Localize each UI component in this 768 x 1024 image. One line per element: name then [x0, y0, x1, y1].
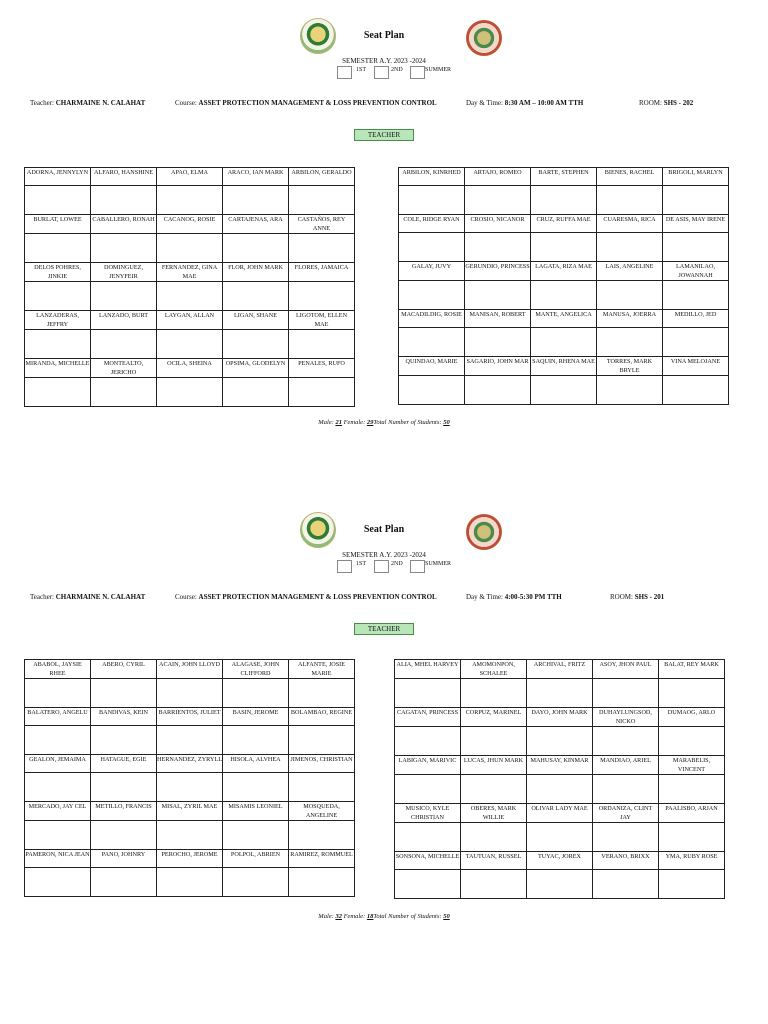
option-summer-label: SUMMER: [425, 561, 452, 567]
seat-name: MUSICO, KYLE CHRISTIAN: [395, 804, 461, 823]
seat-name: MANUSA, JOERRA: [597, 310, 663, 328]
seat-name: MISAL, ZYRIL MAE: [157, 802, 223, 821]
seat-cell: [289, 186, 355, 215]
seat-cell: [465, 233, 531, 262]
seat-name: ACAIN, JOHN LLOYD: [157, 660, 223, 679]
seat-name: CUARESMA, RICA: [597, 215, 663, 233]
seat-name: MAHUSAY, KINMAR: [527, 756, 593, 775]
checkbox-summer[interactable]: [410, 66, 425, 79]
seat-cell: [659, 679, 725, 708]
seat-cell: [91, 821, 157, 850]
seat-cell: [527, 870, 593, 899]
seat-name: LAGATA, RIZA MAE: [531, 262, 597, 281]
page-title: Seat Plan: [363, 524, 405, 535]
seat-cell: [395, 679, 461, 708]
seat-cell: [25, 773, 91, 802]
schedule-info: Day & Time: 8:30 AM – 10:00 AM TTH: [466, 99, 584, 107]
seat-cell: [395, 870, 461, 899]
seat-name: DOMINGUEZ, JENYFEIR: [91, 263, 157, 282]
seat-cell: [91, 868, 157, 897]
seat-name: ARBILON, KINRHED: [399, 168, 465, 186]
seat-grid-left: [24, 659, 355, 897]
seat-cell: [25, 234, 91, 263]
room-info: ROOM: SHS - 201: [610, 593, 665, 601]
seat-name: HISOLA, ALVHEA: [223, 755, 289, 773]
seat-cell: [399, 376, 465, 405]
checkbox-2nd[interactable]: [374, 560, 389, 573]
seat-name: GERUNDIO, PRINCESS: [465, 262, 531, 281]
seat-grid-left: [24, 167, 355, 407]
seat-name: BRIGOLI, MARLYN: [663, 168, 729, 186]
seat-cell: [223, 726, 289, 755]
seat-cell: [465, 376, 531, 405]
seat-name: POLPOL, ABRIEN: [223, 850, 289, 868]
seat-name: BALAT, REY MARK: [659, 660, 725, 679]
seat-cell: [461, 870, 527, 899]
seat-cell: [527, 775, 593, 804]
seat-name: VERANO, BRIXX: [593, 852, 659, 870]
seat-name: SONSONA, MICHELLE: [395, 852, 461, 870]
seat-name: AMOMONPON, SCHALEE: [461, 660, 527, 679]
seat-name: OBERES, MARK WILLIE: [461, 804, 527, 823]
seat-cell: [25, 282, 91, 311]
seat-plan-2: [0, 494, 768, 994]
seat-cell: [223, 186, 289, 215]
seat-name: HATAGUE, EGIE: [91, 755, 157, 773]
seat-cell: [157, 186, 223, 215]
seat-cell: [223, 868, 289, 897]
seat-cell: [223, 234, 289, 263]
teacher-desk: TEACHER: [354, 129, 414, 141]
seat-name: MEDILLO, JED: [663, 310, 729, 328]
seat-name: TUYAC, JOREX: [527, 852, 593, 870]
seat-name: LUCAS, JHUN MARK: [461, 756, 527, 775]
student-count-summary: Male: 32 Female: 18Total Number of Students: 50: [318, 913, 450, 920]
seat-name: HERNANDEZ, ZYRYLL: [157, 755, 223, 773]
seat-name: BALATERO, ANGELU: [25, 708, 91, 726]
seat-cell: [289, 282, 355, 311]
seat-name: ALFARO, HANSHINE: [91, 168, 157, 186]
seat-cell: [289, 378, 355, 407]
seat-cell: [461, 823, 527, 852]
seat-cell: [289, 726, 355, 755]
seat-name: CORPUZ, MARINEL: [461, 708, 527, 727]
seat-cell: [223, 378, 289, 407]
seat-cell: [597, 328, 663, 357]
seat-name: FERNANDEZ, GINA MAE: [157, 263, 223, 282]
page-title: Seat Plan: [363, 30, 405, 41]
seat-grid-right: [394, 659, 725, 899]
seat-name: CARTAJENAS, ARA: [223, 215, 289, 234]
seat-cell: [395, 775, 461, 804]
option-1st-label: 1ST: [356, 67, 367, 73]
seat-name: OLIVAR LADY MAE: [527, 804, 593, 823]
seat-cell: [663, 281, 729, 310]
seat-cell: [157, 234, 223, 263]
seat-cell: [465, 328, 531, 357]
seat-cell: [91, 726, 157, 755]
seat-cell: [157, 679, 223, 708]
seat-cell: [91, 282, 157, 311]
checkbox-1st[interactable]: [337, 560, 352, 573]
seat-cell: [223, 773, 289, 802]
seat-cell: [395, 727, 461, 756]
semester-line: SEMESTER A.Y. 2023 -2024: [342, 551, 426, 559]
seat-cell: [91, 330, 157, 359]
seat-cell: [91, 773, 157, 802]
seat-name: GEALON, JEMAIMA: [25, 755, 91, 773]
seat-name: LIGOTOM, ELLEN MAE: [289, 311, 355, 330]
seat-name: LABIGAN, MARIVIC: [395, 756, 461, 775]
seat-name: CACANOG, ROSIE: [157, 215, 223, 234]
seat-name: BOLAMBAO, REGINE: [289, 708, 355, 726]
seat-cell: [289, 821, 355, 850]
seat-cell: [465, 186, 531, 215]
seat-name: ADORNA, JENNYLYN: [25, 168, 91, 186]
seat-cell: [531, 376, 597, 405]
seat-name: BARTE, STEPHEN: [531, 168, 597, 186]
seat-cell: [461, 679, 527, 708]
seat-name: YMA, RUBY ROSE: [659, 852, 725, 870]
seat-name: PEROCHO, JEROME: [157, 850, 223, 868]
seat-cell: [25, 378, 91, 407]
seat-name: LAMANILAO, JOWANNAH: [663, 262, 729, 281]
seat-cell: [659, 823, 725, 852]
seat-cell: [527, 727, 593, 756]
seat-cell: [659, 870, 725, 899]
seat-name: MACADILDIG, ROSIE: [399, 310, 465, 328]
seat-cell: [663, 328, 729, 357]
semester-line: SEMESTER A.Y. 2023 -2024: [342, 57, 426, 65]
seat-cell: [157, 330, 223, 359]
seat-cell: [593, 775, 659, 804]
seat-cell: [597, 233, 663, 262]
seat-cell: [157, 282, 223, 311]
room-info: ROOM: SHS - 202: [639, 99, 694, 107]
seat-cell: [461, 775, 527, 804]
seat-cell: [91, 378, 157, 407]
option-1st-label: 1ST: [356, 561, 367, 567]
seat-cell: [399, 186, 465, 215]
course-info: Course: ASSET PROTECTION MANAGEMENT & LOSS PREVENTION CONTROL: [175, 99, 437, 107]
seat-name: ARCHIVAL, FRITZ: [527, 660, 593, 679]
seat-name: BASIN, JEROME: [223, 708, 289, 726]
seat-name: DAYO, JOHN MARK: [527, 708, 593, 727]
seat-cell: [223, 282, 289, 311]
seat-name: MERCADO, JAY CEL: [25, 802, 91, 821]
seat-name: DELOS POHRES, JINKIE: [25, 263, 91, 282]
seat-name: CRUZ, RUFFA MAE: [531, 215, 597, 233]
seat-plan-1: [0, 0, 768, 500]
course-info: Course: ASSET PROTECTION MANAGEMENT & LOSS PREVENTION CONTROL: [175, 593, 437, 601]
seat-name: RAMIREZ, ROMMUEL: [289, 850, 355, 868]
seat-cell: [531, 281, 597, 310]
seat-cell: [289, 868, 355, 897]
seat-cell: [289, 679, 355, 708]
seat-cell: [25, 821, 91, 850]
seat-cell: [289, 330, 355, 359]
seat-cell: [25, 186, 91, 215]
seat-name: ALFANTE, JOSIE MARIE: [289, 660, 355, 679]
seat-cell: [157, 821, 223, 850]
seat-cell: [659, 727, 725, 756]
seat-cell: [465, 281, 531, 310]
seat-cell: [25, 679, 91, 708]
seat-cell: [399, 328, 465, 357]
seat-name: OPSIMA, GLODELYN: [223, 359, 289, 378]
seat-name: ORDANIZA, CLINT JAY: [593, 804, 659, 823]
seat-cell: [289, 773, 355, 802]
seat-cell: [663, 186, 729, 215]
seat-name: LANZADERAS, JEFFRY: [25, 311, 91, 330]
seat-name: ARBILON, GERALDO: [289, 168, 355, 186]
seat-cell: [25, 726, 91, 755]
checkbox-1st[interactable]: [337, 66, 352, 79]
seat-name: ASOY, JHON PAUL: [593, 660, 659, 679]
option-summer-label: SUMMER: [425, 67, 452, 73]
seat-name: CABALLERO, RONAH: [91, 215, 157, 234]
seat-cell: [597, 281, 663, 310]
seat-name: BANDIVAS, KEIN: [91, 708, 157, 726]
seat-name: PAMERON, NICA JEAN: [25, 850, 91, 868]
seat-name: DUHAYLUNGSOD, NICKO: [593, 708, 659, 727]
seat-cell: [527, 679, 593, 708]
seat-name: ABERO, CYRIL: [91, 660, 157, 679]
seat-cell: [659, 775, 725, 804]
seat-name: FLORES, JAMAICA: [289, 263, 355, 282]
seat-name: DUMAOG, ARLO: [659, 708, 725, 727]
seat-cell: [399, 281, 465, 310]
seat-name: QUINDAO, MARIE: [399, 357, 465, 376]
option-2nd-label: 2ND: [391, 67, 403, 73]
seat-name: CAGATAN, PRINCESS: [395, 708, 461, 727]
seat-name: TORRES, MARK BRYLE: [597, 357, 663, 376]
seat-name: MANISAN, ROBERT: [465, 310, 531, 328]
seat-name: MONTEALTO, JERICHO: [91, 359, 157, 378]
seat-name: GALAY, JUVY: [399, 262, 465, 281]
seat-cell: [593, 727, 659, 756]
seat-cell: [25, 868, 91, 897]
teacher-desk: TEACHER: [354, 623, 414, 635]
seat-name: SAQUIN, RHENA MAE: [531, 357, 597, 376]
seat-name: BIENES, RACHEL: [597, 168, 663, 186]
seat-cell: [461, 727, 527, 756]
seat-name: CASTAÑOS, REY ANNE: [289, 215, 355, 234]
seat-name: MISAMIS LEONIEL: [223, 802, 289, 821]
schedule-info: Day & Time: 4:00-5:30 PM TTH: [466, 593, 562, 601]
seat-name: VINA MELOJANE: [663, 357, 729, 376]
seat-name: SAGARIO, JOHN MAR: [465, 357, 531, 376]
seat-cell: [531, 328, 597, 357]
seat-name: ALAGASE, JOHN CLIFFORD: [223, 660, 289, 679]
seat-cell: [91, 186, 157, 215]
seat-cell: [157, 726, 223, 755]
teacher-info: Teacher: CHARMAINE N. CALAHAT: [30, 593, 146, 601]
seat-cell: [593, 679, 659, 708]
seat-name: ARTAJO, ROMEO: [465, 168, 531, 186]
seat-cell: [289, 234, 355, 263]
seat-name: ALIA, MHEL HARVEY: [395, 660, 461, 679]
seat-cell: [531, 233, 597, 262]
seat-name: LANZADO, BURT: [91, 311, 157, 330]
checkbox-2nd[interactable]: [374, 66, 389, 79]
seat-name: BURLAT, LOWEE: [25, 215, 91, 234]
seat-cell: [531, 186, 597, 215]
seat-name: OCILA, SHEINA: [157, 359, 223, 378]
seat-cell: [25, 330, 91, 359]
seat-name: BARRIENTOS, JULIET: [157, 708, 223, 726]
seat-name: MANTE, ANGELICA: [531, 310, 597, 328]
seat-name: MOSQUEDA, ANGELINE: [289, 802, 355, 821]
seat-name: MARABELIS, VINCENT: [659, 756, 725, 775]
checkbox-summer[interactable]: [410, 560, 425, 573]
seat-name: FLOR, JOHN MARK: [223, 263, 289, 282]
seat-name: ABABOL, JAYSIE RHEE: [25, 660, 91, 679]
seat-name: PAALISBO, ARJAN: [659, 804, 725, 823]
seat-cell: [91, 234, 157, 263]
seat-cell: [91, 679, 157, 708]
seat-cell: [593, 823, 659, 852]
seat-cell: [527, 823, 593, 852]
seat-name: COLE, RIDGE RYAN: [399, 215, 465, 233]
seat-cell: [597, 186, 663, 215]
seat-name: MANDIAO, ARIEL: [593, 756, 659, 775]
seat-cell: [395, 823, 461, 852]
seat-name: LAYGAN, ALLAN: [157, 311, 223, 330]
seat-cell: [593, 870, 659, 899]
seat-name: LAIS, ANGELINE: [597, 262, 663, 281]
seat-name: MIRANDA, MICHELLE: [25, 359, 91, 378]
seat-name: ARACO, IAN MARK: [223, 168, 289, 186]
seat-cell: [223, 821, 289, 850]
seat-name: PENALES, RUFO: [289, 359, 355, 378]
seat-name: PANO, JOHNRY: [91, 850, 157, 868]
seat-cell: [223, 679, 289, 708]
seat-cell: [399, 233, 465, 262]
seat-cell: [223, 330, 289, 359]
seat-name: JIMENOS, CHRISTIAN: [289, 755, 355, 773]
seat-cell: [597, 376, 663, 405]
teacher-info: Teacher: CHARMAINE N. CALAHAT: [30, 99, 146, 107]
seat-name: APAO, ELMA: [157, 168, 223, 186]
seat-grid-right: [398, 167, 729, 405]
seat-cell: [663, 376, 729, 405]
seat-name: DE ASIS, MAY IRENE: [663, 215, 729, 233]
seat-cell: [663, 233, 729, 262]
seat-name: TAUTUAN, RUSSEL: [461, 852, 527, 870]
seat-cell: [157, 773, 223, 802]
seat-cell: [157, 378, 223, 407]
seat-name: LIGAN, SHANE: [223, 311, 289, 330]
seat-name: METILLO, FRANCIS: [91, 802, 157, 821]
seat-name: CROSIO, NICANOR: [465, 215, 531, 233]
seat-cell: [157, 868, 223, 897]
option-2nd-label: 2ND: [391, 561, 403, 567]
student-count-summary: Male: 21 Female: 29Total Number of Students: 50: [318, 419, 450, 426]
